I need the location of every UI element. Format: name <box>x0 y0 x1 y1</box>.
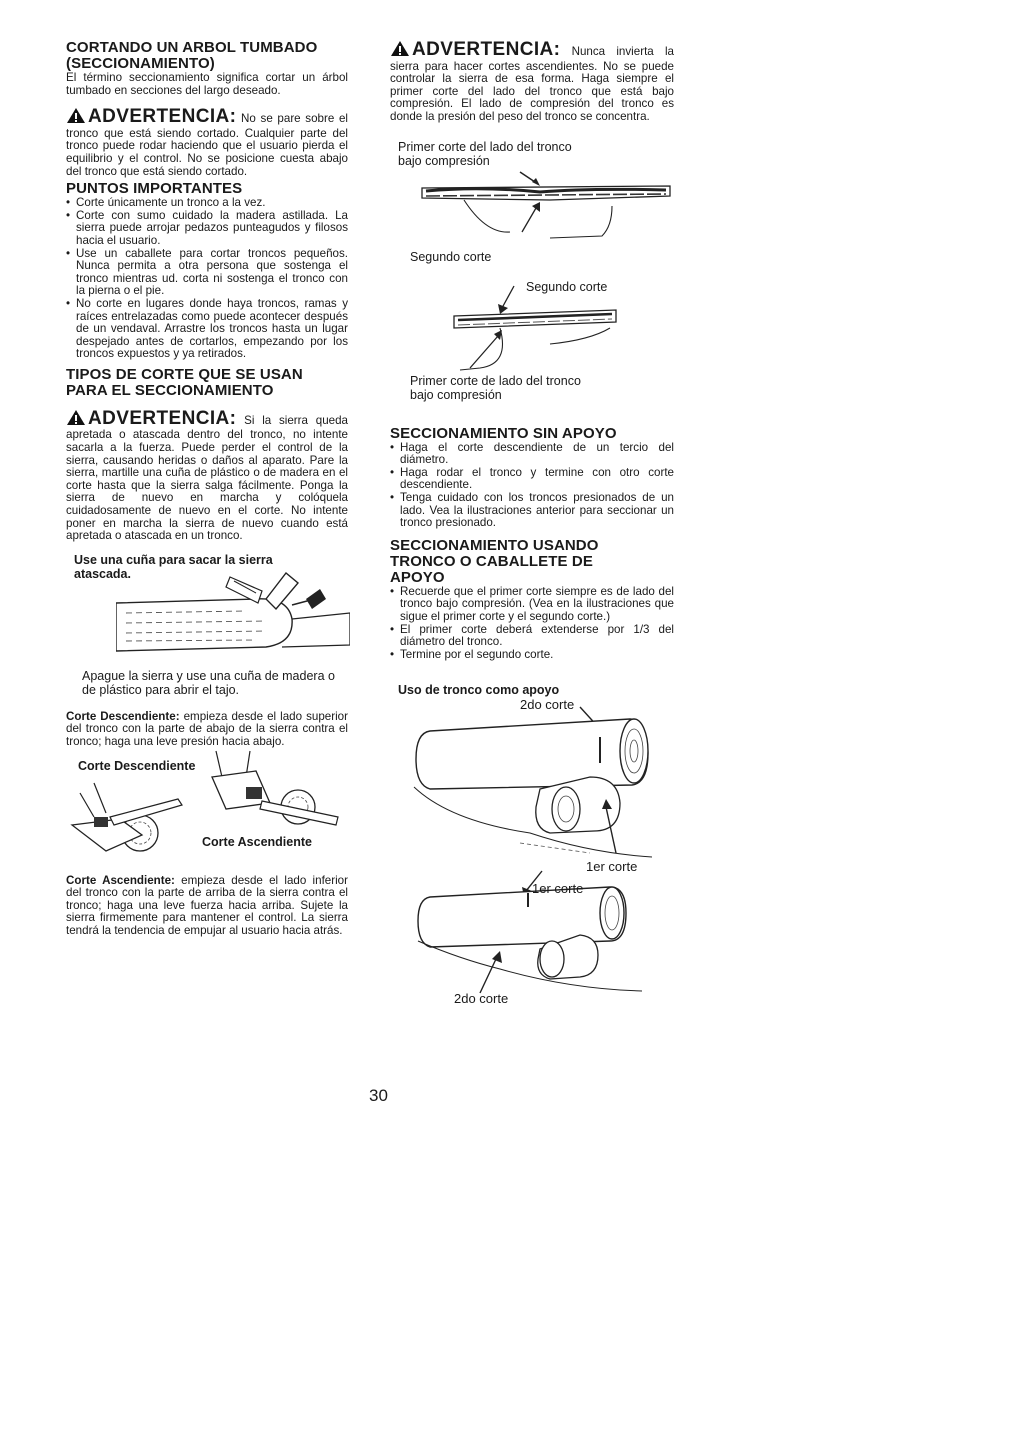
intro-text: El término seccionamiento significa cortar un árbol tumbado en secciones del largo deseado. <box>66 71 348 97</box>
fig-downcut-label: Corte Descendiente <box>78 758 196 773</box>
suspended-log-illustration <box>390 166 674 250</box>
list-item: • Termine por el segundo corte. <box>390 649 674 662</box>
wedge-caption-2: atascada. <box>74 566 131 581</box>
downcut-illustration <box>66 773 206 859</box>
warning-block <box>66 107 348 178</box>
usando-title-3: APOYO <box>390 568 445 586</box>
warning-text: Si la sierra queda apretada o atascada dentro del tronco, no intente sacarla a la fuerza. Puede perder el control de la sierra, causando heridas o daños al aparato. Pare la sierra, martille una cuña de plástico o de madera en el corte hasta que la sierra salga fácilmente. Ponga la sierra de nuevo en marcha y colóquela cuidadosamente de nuevo en el corte. No intente poner en marcha la sierra de nuevo cuando está apretada o atascada en un tronco. <box>66 413 348 543</box>
cut-types-figure <box>66 753 348 861</box>
list-item: • No corte en lugares donde haya troncos, ramas y raíces entrelazadas como puede acontecer después de un vendaval. Arrastre los troncos hasta un lugar despejado antes de cortarlos, empezando por los troncos expuestos y ya retirados. <box>66 298 348 361</box>
label-2do-corte: 2do corte <box>520 697 575 713</box>
wedge-caption: Use una cuña para sacar la sierra <box>74 552 273 567</box>
section-title: CORTANDO UN ARBOL TUMBADO <box>66 39 318 56</box>
fig2-top-label: Segundo corte <box>526 279 608 294</box>
sin-apoyo-title: SECCIONAMIENTO SIN APOYO <box>390 424 617 442</box>
compression-figure-2 <box>390 280 674 408</box>
fig2-bottom-label: Primer corte de lado del tronco <box>410 373 581 388</box>
fig1-caption-2: bajo compresión <box>398 153 490 168</box>
supported-log-illustration <box>450 284 630 374</box>
warning-label: ADVERTENCIA: <box>412 39 561 60</box>
points-title: PUNTOS IMPORTANTES <box>66 180 243 198</box>
log-wedge-illustration <box>116 569 350 659</box>
upcut-illustration <box>206 747 346 843</box>
label-1er-corte: 1er corte <box>586 859 638 875</box>
label-2do-corte-2: 2do corte <box>454 991 509 1007</box>
usando-list <box>390 586 674 662</box>
downcut-desc: empieza desde el lado superior del tronco con la parte de abajo de la sierra contra el tronco; haga una leve presión hacia abajo. <box>66 709 348 748</box>
usando-title-2: TRONCO O CABALLETE DE <box>390 552 593 570</box>
warning-icon <box>390 40 410 61</box>
list-item: • Use un caballete para cortar troncos pequeños. Nunca permita a otra persona que sostenga el tronco mientras ud. corta ni sostenga el tronco con la pierna o el pie. <box>66 248 348 298</box>
list-item: • Haga el corte descendiente de un tercio del diámetro. <box>390 442 674 467</box>
list-item: • Tenga cuidado con los troncos presionados de un lado. Vea la ilustraciones anterior para seccionar un tronco presionado. <box>390 492 674 530</box>
upcut-desc: empieza desde el lado inferior del tronco con la parte de arriba de la sierra contra el tronco; haga una leve fuerza hacia arriba. Sujete la sierra firmemente para mantener el control. La sierra tendrá la tendencia de empujar al usuario hacia atrás. <box>66 873 348 937</box>
sin-apoyo-list <box>390 442 674 530</box>
warning-block <box>390 40 674 124</box>
warning-icon <box>66 409 86 430</box>
downcut-label: Corte Descendiente: <box>66 709 180 723</box>
warning-label: ADVERTENCIA: <box>88 407 237 429</box>
points-list <box>66 197 348 361</box>
support-illustrations <box>390 703 674 1003</box>
support-log-figure <box>390 683 674 1013</box>
upcut-text <box>66 875 348 938</box>
upcut-label: Corte Ascendiente: <box>66 873 175 887</box>
warning-block <box>66 409 348 543</box>
list-item: • Recuerde que el primer corte siempre es de lado del tronco bajo compresión. (Vea en la ilustraciones que sigue el primer corte y el segundo corte.) <box>390 586 674 624</box>
wedge-figure <box>66 553 348 659</box>
warning-label: ADVERTENCIA: <box>88 106 237 128</box>
fig2-bottom-label-2: bajo compresión <box>410 387 502 402</box>
left-column <box>66 40 348 938</box>
page-number: 30 <box>369 1086 388 1105</box>
list-item: • El primer corte deberá extenderse por 1/3 del diámetro del tronco. <box>390 624 674 649</box>
label-1er-corte-2: 1er corte <box>532 881 584 897</box>
warning-icon <box>66 107 86 128</box>
types-title-2: PARA EL SECCIONAMIENTO <box>66 381 274 399</box>
right-column <box>390 40 674 1013</box>
list-item: • Corte únicamente un tronco a la vez. <box>66 197 348 210</box>
fig1-bottom-label: Segundo corte <box>410 249 492 264</box>
downcut-text <box>66 711 348 749</box>
list-item: • Haga rodar el tronco y termine con otro corte descendiente. <box>390 467 674 492</box>
fig-upcut-label: Corte Ascendiente <box>202 834 312 849</box>
compression-figure-1 <box>390 140 674 266</box>
types-title: TIPOS DE CORTE QUE SE USAN <box>66 365 303 383</box>
support-caption: Uso de tronco como apoyo <box>398 683 560 698</box>
usando-title: SECCIONAMIENTO USANDO <box>390 536 599 554</box>
warning-text: Nunca invierta la sierra para hacer cortes ascendientes. No se puede controlar la sierra de esa forma. Haga siempre el primer corte del lado del tronco que está bajo compresión. El lado de compresión del tronco es donde la presión del peso del tronco se concentra. <box>390 45 674 123</box>
section-subtitle: (SECCIONAMIENTO) <box>66 55 215 72</box>
warning-text: No se pare sobre el tronco que está siendo cortado. Cualquier parte del tronco puede rodar haciendo que el usuario pierda el equilibrio y el control. No se posicione cuesta abajo del tronco que está siendo cortado. <box>66 112 348 178</box>
list-item: • Corte con sumo cuidado la madera astillada. La sierra puede arrojar pedazos punteagudos y filosos hacia el usuario. <box>66 210 348 248</box>
fig1-caption: Primer corte del lado del tronco <box>398 139 572 154</box>
wedge-note: Apague la sierra y use una cuña de madera o de plástico para abrir el tajo. <box>82 668 335 697</box>
